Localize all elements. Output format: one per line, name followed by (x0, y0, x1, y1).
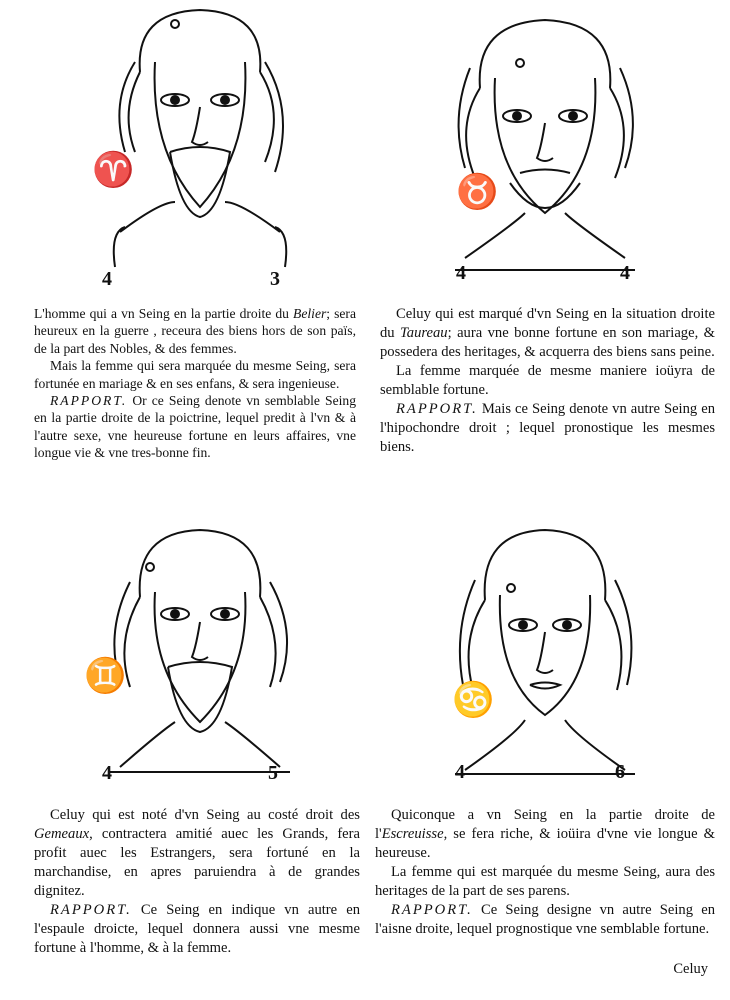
plate-number-right: 3 (270, 268, 280, 290)
plate-number-right: 6 (615, 761, 625, 783)
plate-number-left: 4 (456, 262, 466, 284)
plate-number-left: 4 (455, 761, 465, 783)
portrait-3 (100, 522, 300, 780)
portrait-4 (445, 520, 645, 780)
plate-number-right: 4 (620, 262, 630, 284)
sign-taurus-icon: ♉ (456, 174, 499, 211)
plate-number-left: 4 (102, 762, 112, 784)
plate-number-right: 5 (268, 762, 278, 784)
sign-aries-icon: ♈ (92, 152, 135, 189)
text-block-1: L'homme qui a vn Seing en la partie droite du Belier; sera heureux en la guerre , receura des biens hors de son païs, de la part des Nobles, & des femmes. Mais la femme qui sera marquée du mesme Seing, sera fortunée en mariage & en ses enfans, & sera ingenieuse. RAPPORT. Or ce Seing denote vn semblable Seing en la partie droite de la poictrine, lequel predit à l'vn & à l'autre sexe, vne heureuse fortune en leurs affaires, vne longue vie & vne tres-bonne fin. (34, 306, 356, 461)
sign-cancer-icon: ♋ (452, 682, 495, 719)
portrait-1 (100, 2, 300, 272)
portrait-2 (445, 8, 645, 273)
text-block-3: Celuy qui est noté d'vn Seing au costé droit des Gemeaux, contractera amitié auec les Grands, fera profit auec les Estrangers, sera fortuné en la marchandise, en apres paruiendra à de grandes dignitez. RAPPORT. Ce Seing en indique vn autre en l'espaule droicte, lequel donnera aussi vne mesme fortune à l'homme, & à la femme. (34, 807, 360, 956)
text-block-4: Quiconque a vn Seing en la partie droite de l'Escreuisse, se fera riche, & ioüira d'vne vie longue & heureuse. La femme qui est marquée du mesme Seing, aura des heritages de la part de ses parens. RAPPORT. Ce Seing designe vn autre Seing en l'aisne droite, lequel prognostique vne semblable fortune. (375, 807, 715, 937)
sign-gemini-icon: ♊ (84, 658, 127, 695)
text-block-2: Celuy qui est marqué d'vn Seing en la situation droite du Taureau; aura vne bonne fortune en son mariage, & possedera des heritages, & acquerra des biens sans peine. La femme marquée de mesme maniere ioüyra de semblable fortune. RAPPORT. Mais ce Seing denote vn autre Seing en l'hipochondre droit ; lequel pronostique les mesmes biens. (380, 306, 715, 455)
catchword: Celuy (673, 961, 708, 977)
plate-number-left: 4 (102, 268, 112, 290)
